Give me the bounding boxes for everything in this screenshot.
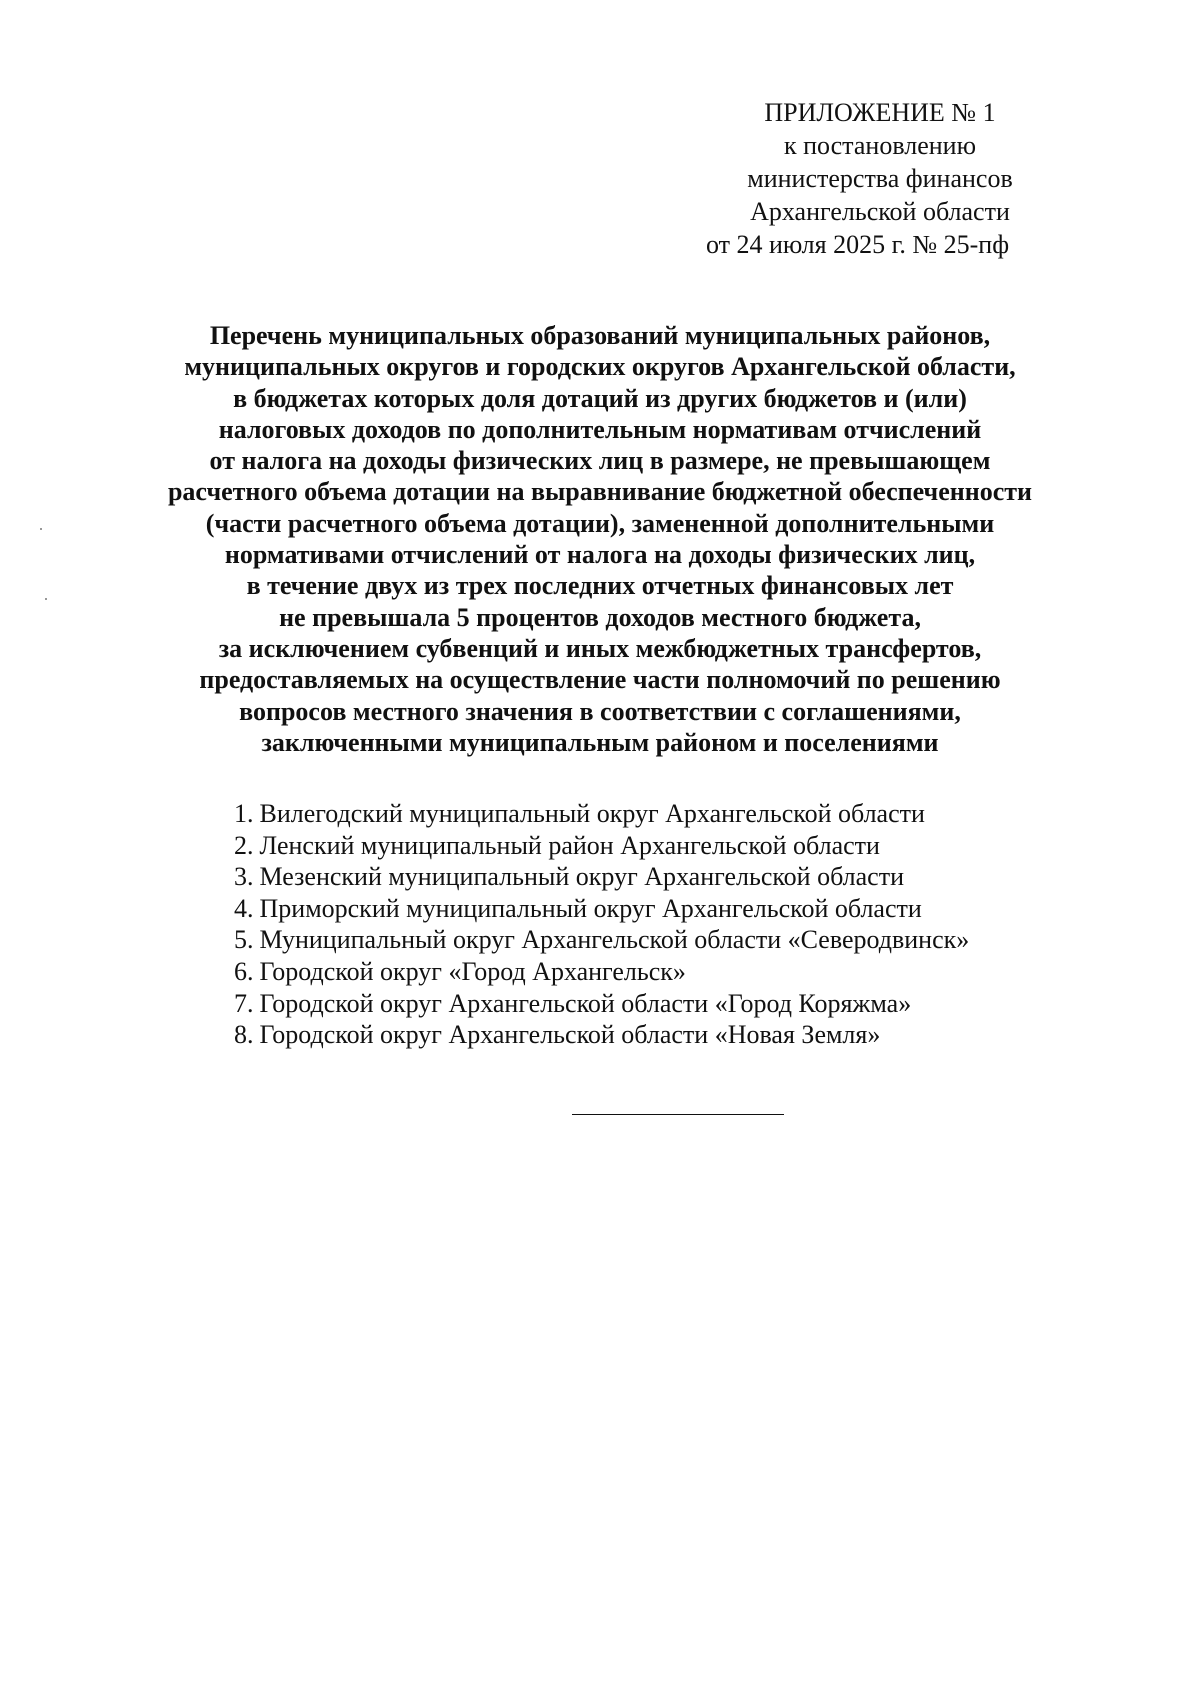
list-item-text: Приморский муниципальный округ Архангельской области	[259, 893, 922, 923]
title-line: в бюджетах которых доля дотаций из других бюджетов и (или)	[233, 383, 967, 413]
scan-speck	[45, 598, 47, 600]
list-item	[234, 830, 1094, 862]
list-item-number: 2.	[234, 830, 254, 860]
list-item-number: 6.	[234, 956, 254, 986]
list-item-number: 4.	[234, 893, 254, 923]
list-item	[234, 798, 1094, 830]
list-item-text: Муниципальный округ Архангельской области «Северодвинск»	[259, 925, 970, 955]
list-item	[234, 1019, 1094, 1051]
closing-rule	[572, 1114, 784, 1115]
title-line: налоговых доходов по дополнительным нормативам отчислений	[218, 414, 982, 444]
list-item-text: Городской округ Архангельской области «Новая Земля»	[259, 1020, 881, 1050]
list-item-text: Городской округ «Город Архангельск»	[259, 956, 686, 986]
list-item-number: 5.	[234, 925, 254, 955]
list-item-number: 8.	[234, 1020, 254, 1050]
list-item	[234, 893, 1094, 925]
list-item-text: Вилегодский муниципальный округ Архангельской области	[259, 799, 925, 828]
title-line: заключенными муниципальным районом и поселениями	[261, 727, 939, 757]
list-item	[234, 988, 1094, 1020]
title-line: вопросов местного значения в соответствии с соглашениями,	[239, 696, 961, 726]
title-line: муниципальных округов и городских округов Архангельской области,	[184, 352, 1016, 382]
title-line: нормативами отчислений от налога на доходы физических лиц,	[224, 540, 976, 570]
title-line: расчетного объема дотации на выравнивание бюджетной обеспеченности	[167, 477, 1033, 507]
appendix-line: Архангельской области	[750, 197, 1010, 226]
title-line: предоставляемых на осуществление части полномочий по решению	[199, 665, 1001, 695]
list-item-number: 3.	[234, 862, 254, 892]
appendix-header	[700, 96, 1060, 261]
document-title	[90, 320, 1110, 758]
title-line: за исключением субвенций и иных межбюджетных трансфертов,	[218, 633, 982, 663]
appendix-line: к постановлению	[783, 131, 977, 160]
title-line: в течение двух из трех последних отчетных финансовых лет	[246, 571, 954, 601]
appendix-number: ПРИЛОЖЕНИЕ № 1	[764, 98, 996, 127]
list-item-text: Городской округ Архангельской области «Город Коряжма»	[259, 988, 912, 1018]
list-item	[234, 956, 1094, 988]
municipality-list	[234, 798, 1094, 1051]
list-item-text: Мезенский муниципальный округ Архангельской области	[259, 862, 904, 892]
appendix-date: от 24 июля 2025 г. № 25-пф	[705, 230, 1010, 259]
title-line: не превышала 5 процентов доходов местного бюджета,	[279, 602, 921, 632]
appendix-line: министерства финансов	[747, 164, 1013, 193]
list-item	[234, 924, 1094, 956]
list-item-text: Ленский муниципальный район Архангельской области	[259, 830, 880, 860]
list-item	[234, 861, 1094, 893]
title-line: Перечень муниципальных образований муниципальных районов,	[209, 321, 991, 350]
list-item-number: 1.	[234, 799, 254, 828]
title-line: (части расчетного объема дотации), замененной дополнительными	[205, 508, 995, 538]
title-line: от налога на доходы физических лиц в размере, не превышающем	[209, 446, 991, 476]
list-item-number: 7.	[234, 988, 254, 1018]
scan-speck	[40, 528, 42, 530]
